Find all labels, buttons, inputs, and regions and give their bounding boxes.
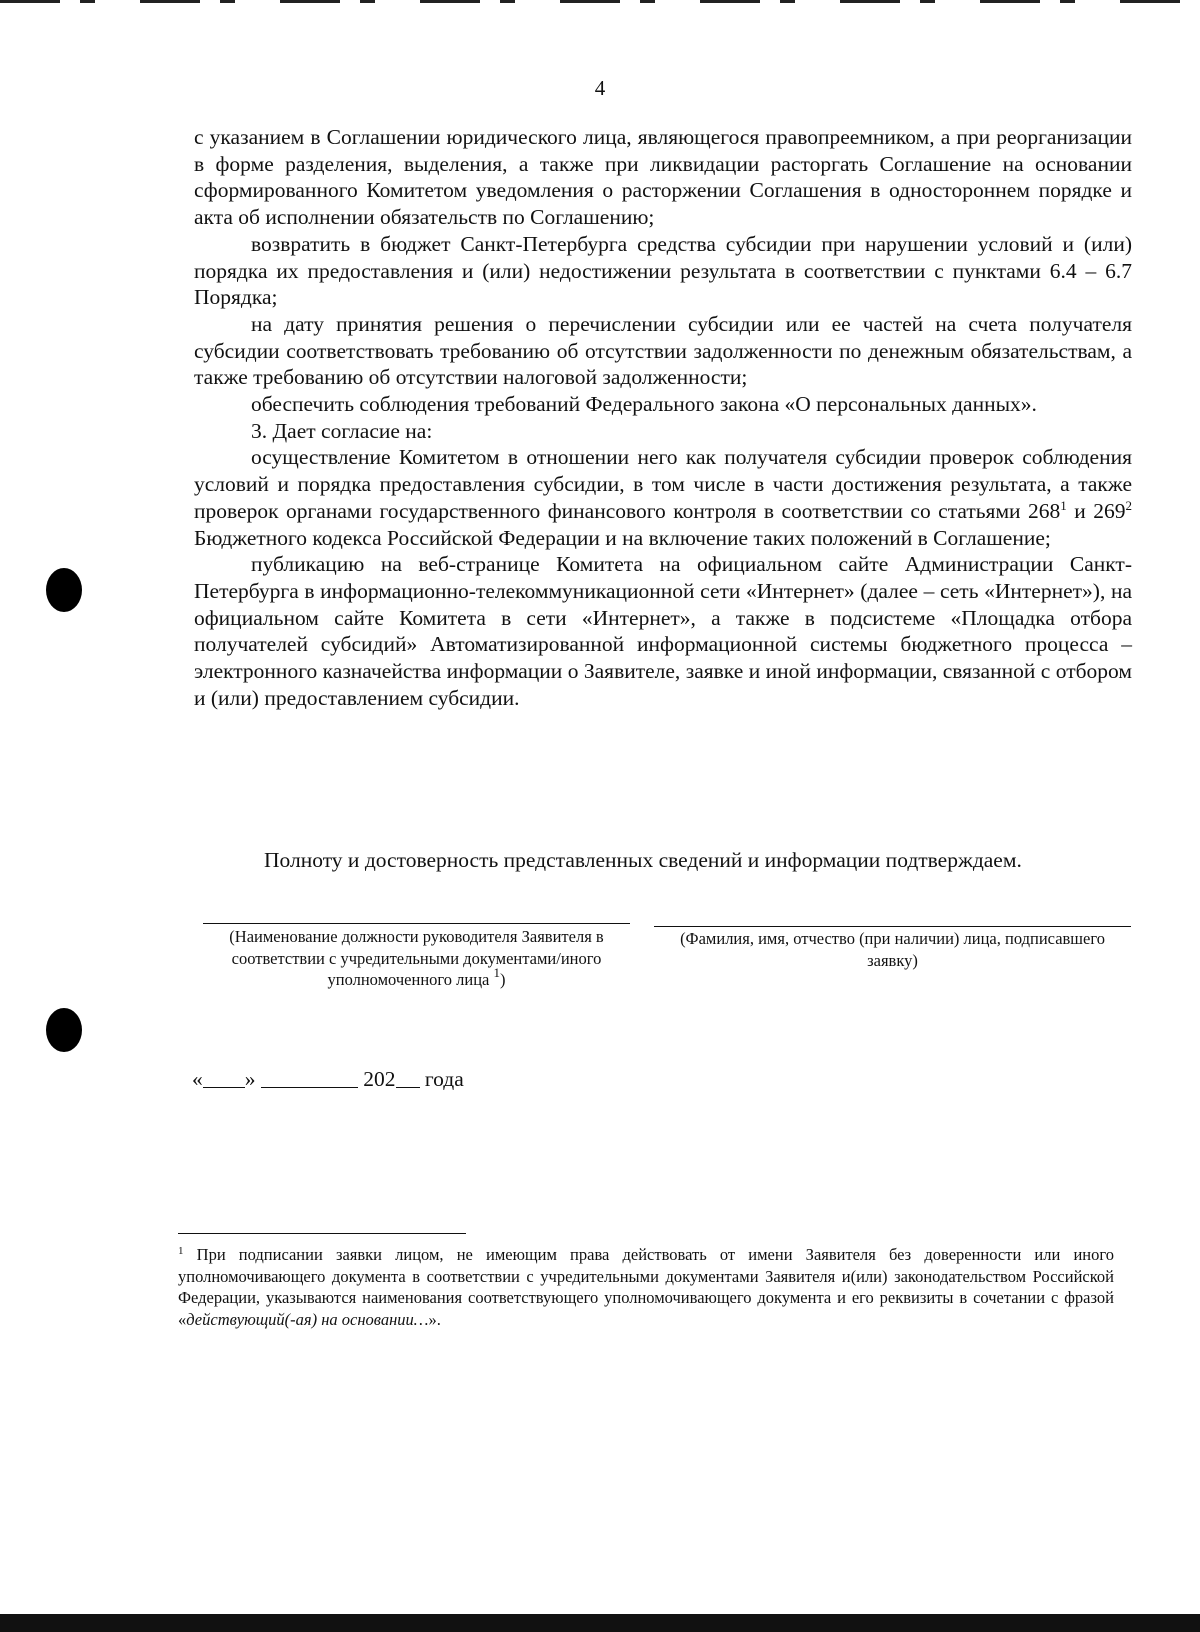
footnote: $^1$ При подписании заявки лицом, не имеющим права действовать от имени Заявителя без доверенности или иного уполномочивающего документа в соответствии с учредительными документами Заявителя и(или) законодательством Российской Федерации, указываются наименования соответствующего уполномочивающего документа и его реквизиты в сочетании с фразой «действующий(-ая) на основании…». <box>178 1245 1114 1329</box>
signature-caption-position: (Наименование должности руководителя Заявителя в соответствии с учредительными документами/иного уполномоченного лица $^1$) <box>229 927 604 990</box>
confirmation-statement: Полноту и достоверность представленных сведений и информации подтверждаем. <box>264 848 1022 872</box>
paragraph-return-funds: возвратить в бюджет Санкт-Петербурга средства субсидии при нарушении условий и (или) порядка их предоставления и (или) недостижении результата в соответствии с пунктами 6.4 – 6.7 Порядка; <box>194 231 1132 310</box>
year-blank <box>396 1067 420 1088</box>
footnote-separator <box>178 1233 466 1234</box>
month-blank <box>261 1067 358 1088</box>
paragraph-publication: публикацию на веб-странице Комитета на официальном сайте Администрации Санкт-Петербурга в информационно-телекоммуникационной сети «Интернет» (далее – сеть «Интернет»), на официальном сайте Комитета в сети «Интернет», а также в подсистеме «Площадка отбора получателей субсидий» Автоматизированной информационной системы бюджетного процесса – электронного казначейства информации о Заявителе, заявке и иной информации, связанной с отбором и (или) предоставлением субсидии. <box>194 552 1132 710</box>
page-number: 4 <box>594 76 606 100</box>
punch-hole-mark <box>46 568 82 612</box>
signature-line-position <box>203 923 630 924</box>
paragraph-no-debt: на дату принятия решения о перечислении субсидии или ее частей на счета получателя субсидии соответствовать требованию об отсутствии задолженности по денежным обязательствам, а также требованию об отсутствии налоговой задолженности; <box>194 311 1132 390</box>
paragraph-personal-data: обеспечить соблюдения требований Федерального закона «О персональных данных». <box>251 392 1037 417</box>
paragraph-inspections: осуществление Комитетом в отношении него как получателя субсидии проверок соблюдения условий и порядка предоставления субсидии, в том числе в части достижения результата, а также проверок органами государственного финансового контроля в соответствии со статьями $268^1$ и $269^2$ Бюджетного кодекса Российской Федерации и на включение таких положений в Соглашение; <box>194 445 1132 550</box>
punch-hole-mark <box>46 1008 82 1052</box>
scan-edge-top <box>0 0 1200 3</box>
day-blank <box>203 1067 245 1088</box>
paragraph-successor: с указанием в Соглашении юридического лица, являющегося правопреемником, а при реорганизации в форме разделения, выделения, а также при ликвидации расторгать Соглашение на основании сформированного Комитетом уведомления о расторжении Соглашения в одностороннем порядке и акта об исполнении обязательств по Соглашению; <box>194 125 1132 230</box>
scan-edge-bottom <box>0 1614 1200 1632</box>
signature-caption-name: (Фамилия, имя, отчество (при наличии) лица, подписавшего заявку) <box>680 929 1105 970</box>
date-field: « » 202 года <box>192 1067 464 1091</box>
paragraph-consent-heading: 3. Дает согласие на: <box>251 418 433 443</box>
signature-line-name <box>654 926 1131 927</box>
document-body <box>194 124 1132 711</box>
